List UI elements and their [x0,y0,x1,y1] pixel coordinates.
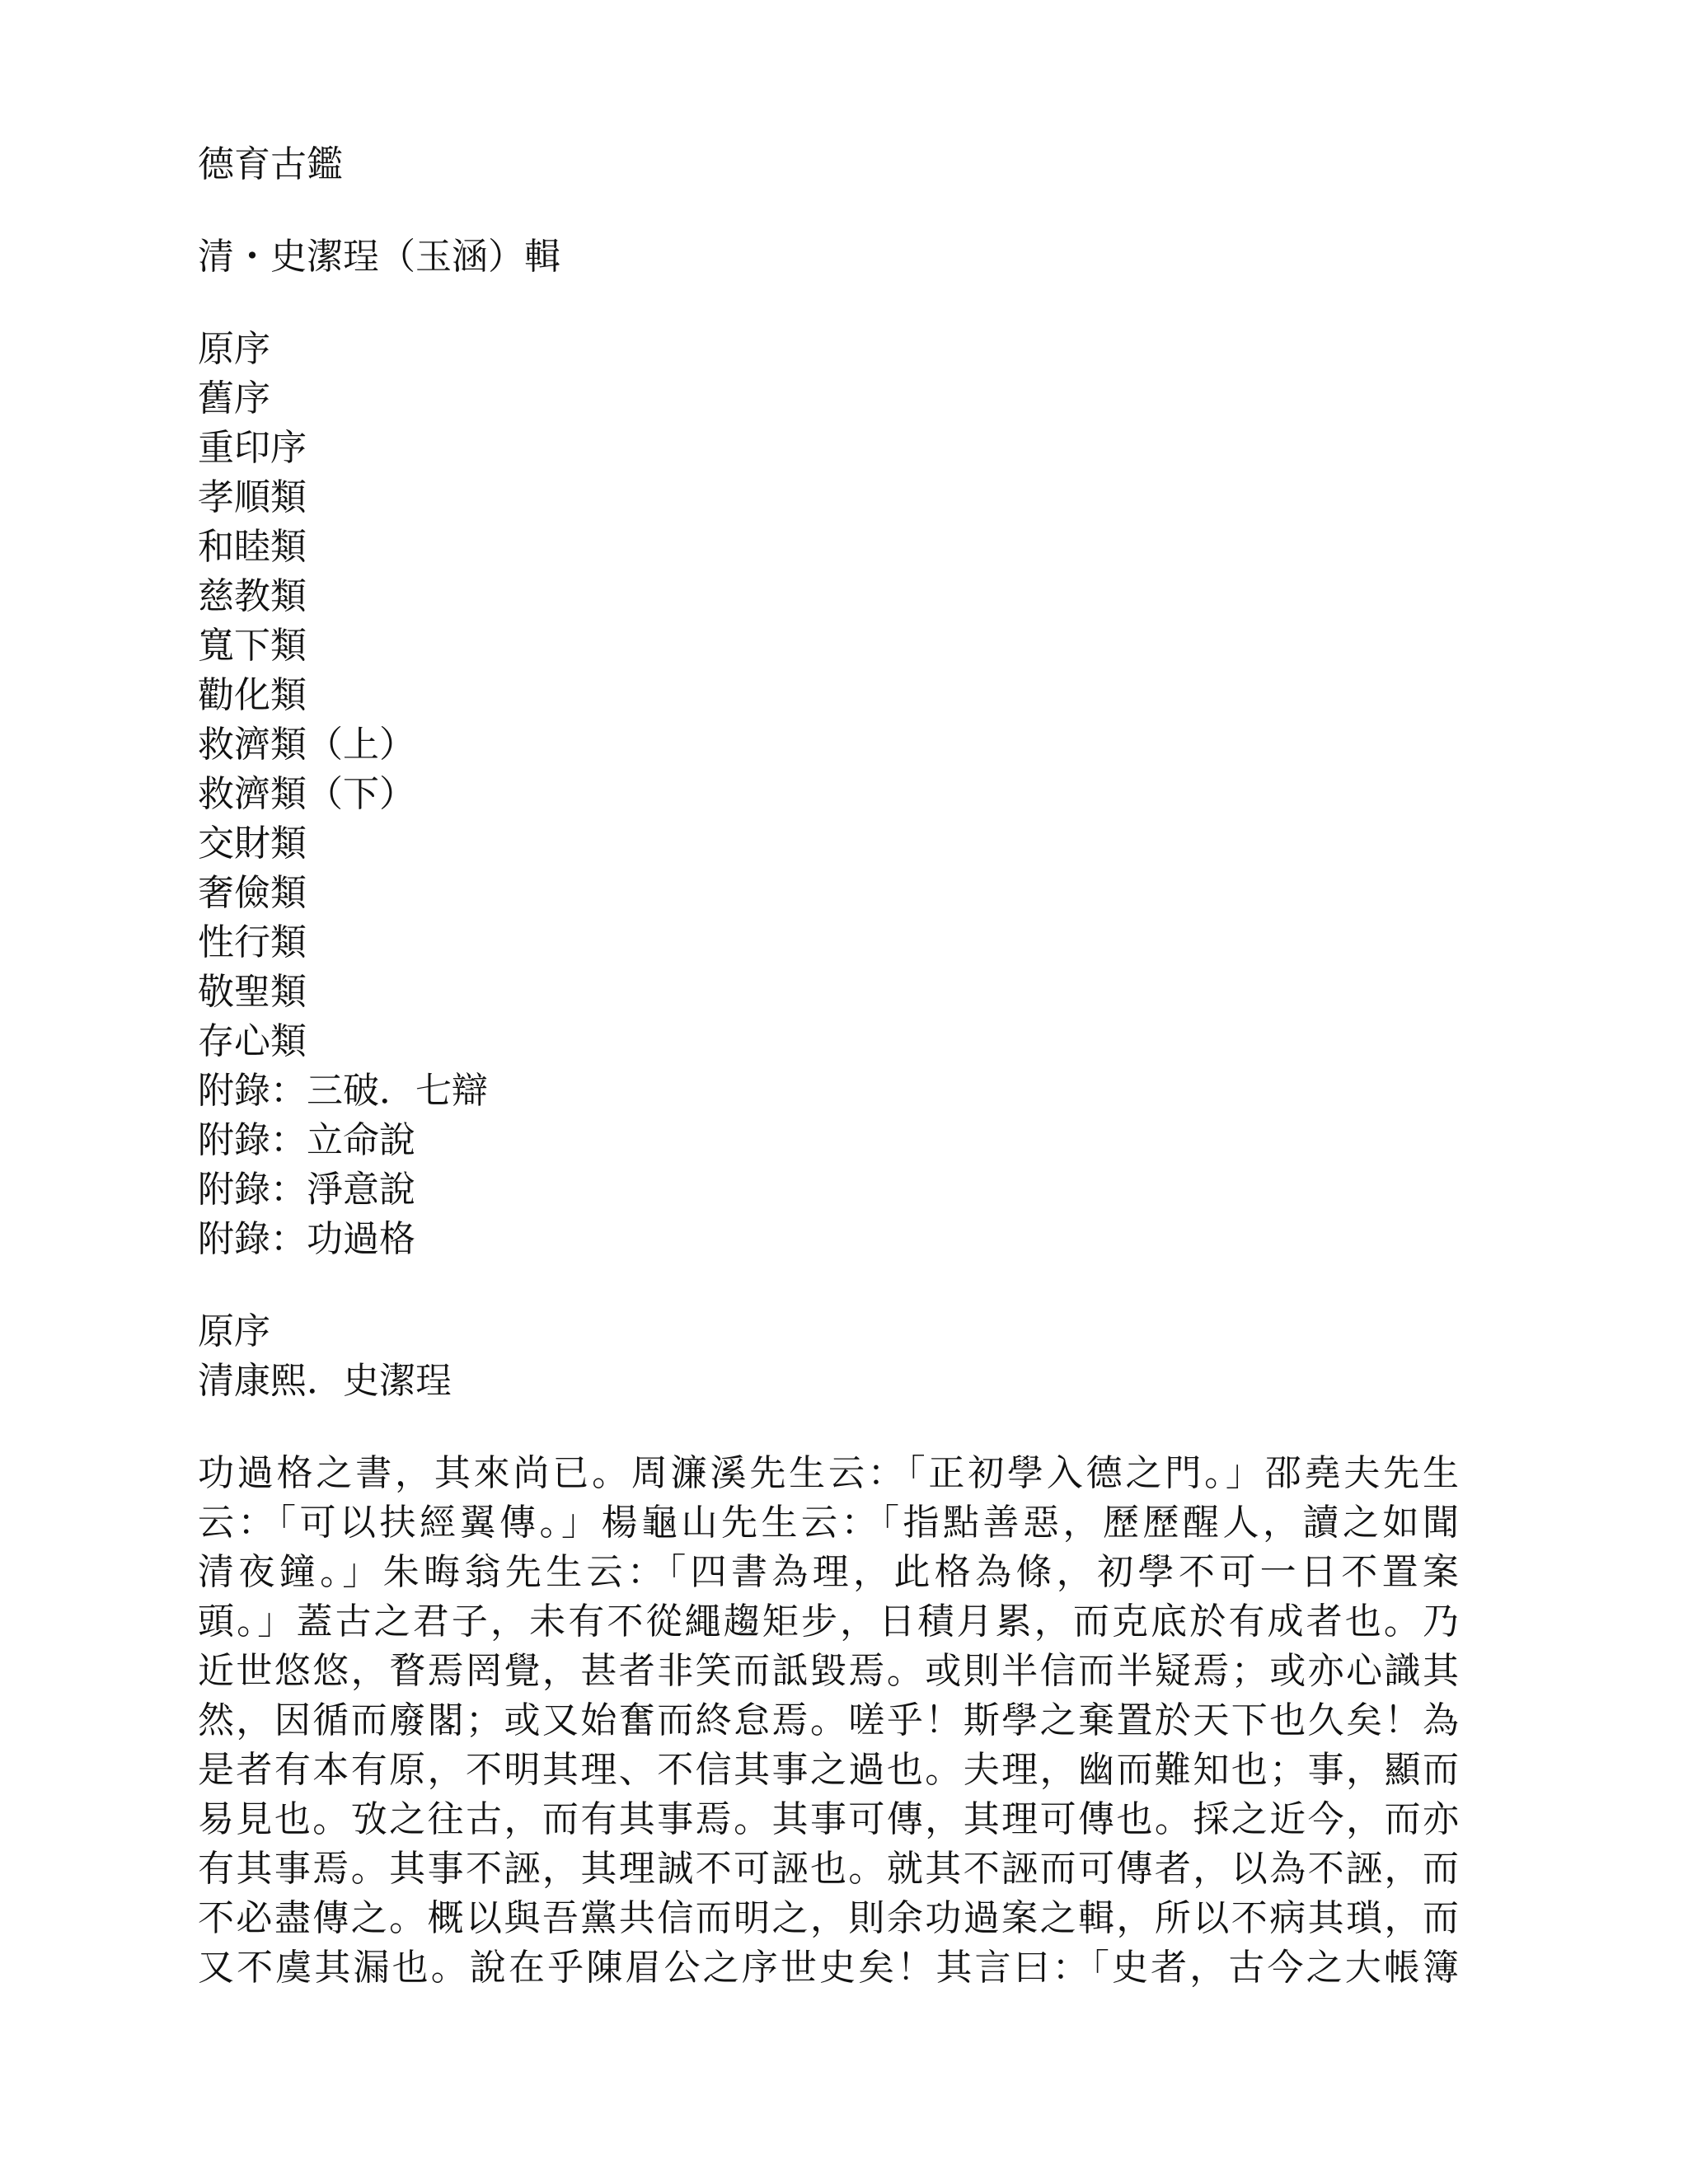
document-page [198,140,1459,1993]
preface-line: 功過格之書，其來尚已。周濂溪先生云：「正初學入德之門。」邵堯夫先生 [198,1452,1459,1494]
toc-item[interactable]: 存心類 [198,1020,307,1062]
document-title: 德育古鑑 [198,143,343,185]
toc-item[interactable]: 慈教類 [198,575,307,617]
preface-line: 清夜鐘。」朱晦翁先生云：「四書為理，此格為條，初學不可一日不置案 [198,1551,1459,1593]
preface-line: 是者有本有原，不明其理、不信其事之過也。夫理，幽而難知也；事，顯而 [198,1749,1459,1791]
toc-item[interactable]: 附錄：立命說 [198,1119,415,1161]
toc-item[interactable]: 奢儉類 [198,872,307,914]
preface-line: 不必盡傳之。概以與吾黨共信而明之，則余功過案之輯，所以不病其瑣，而 [198,1897,1459,1939]
table-of-contents [198,325,1459,1264]
toc-item[interactable]: 救濟類（下） [198,773,415,815]
preface-heading: 原序 [198,1310,270,1352]
preface-line: 又不虞其漏也。說在乎陳眉公之序世史矣！其言曰：「史者，古今之大帳簿 [198,1947,1459,1989]
toc-item[interactable]: 原序 [198,328,270,370]
toc-item[interactable]: 寬下類 [198,625,307,667]
preface-line: 然，因循而廢閣；或又始奮而終怠焉。嗟乎！斯學之棄置於天下也久矣！為 [198,1699,1459,1741]
preface-body [198,1449,1459,1993]
author-line: 清・史潔珵（玉涵）輯 [198,236,560,278]
preface-line: 頭。」蓋古之君子，未有不從繩趨矩步，日積月累，而克底於有成者也。乃 [198,1601,1459,1643]
preface-byline: 清康熙．史潔珵 [198,1360,452,1402]
preface-line: 有其事焉。其事不誣，其理誠不可誣也。就其不誣而可傳者，以為不誣，而 [198,1848,1459,1890]
preface-line: 近世悠悠，瞀焉罔覺，甚者非笑而詆毀焉。或則半信而半疑焉；或亦心識其 [198,1650,1459,1692]
toc-item[interactable]: 救濟類（上） [198,724,415,766]
toc-item[interactable]: 舊序 [198,377,270,419]
toc-item[interactable]: 孝順類 [198,476,307,518]
toc-item[interactable]: 附錄：淨意說 [198,1169,415,1211]
preface-header [198,1307,1459,1406]
preface-line: 易見也。攷之往古，而有其事焉。其事可傳，其理可傳也。採之近今，而亦 [198,1798,1459,1840]
toc-item[interactable]: 敬聖類 [198,971,307,1013]
toc-item[interactable]: 和睦類 [198,526,307,568]
toc-item[interactable]: 勸化類 [198,674,307,716]
toc-item[interactable]: 交財類 [198,823,307,865]
toc-item[interactable]: 附錄：三破．七辯 [198,1070,488,1112]
preface-line: 云：「可以扶經翼傳。」楊龜山先生云：「指點善惡，歷歷醒人，讀之如聞 [198,1502,1459,1544]
toc-item[interactable]: 性行類 [198,921,307,963]
toc-item[interactable]: 附錄：功過格 [198,1218,415,1260]
toc-item[interactable]: 重印序 [198,427,307,469]
